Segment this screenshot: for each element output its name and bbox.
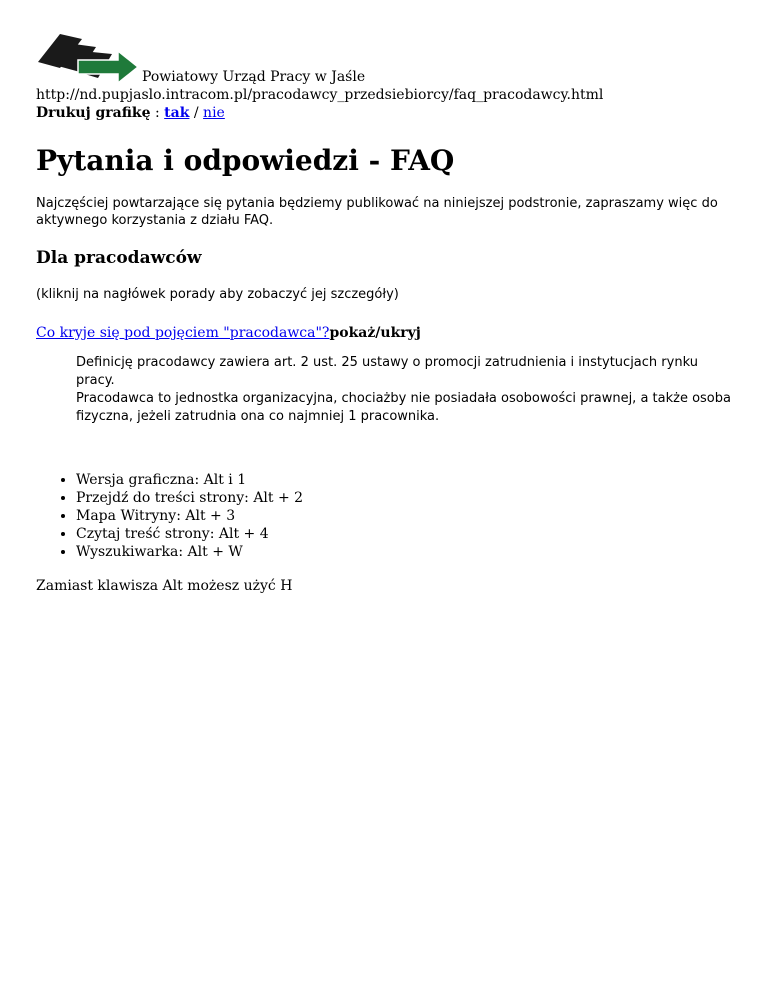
faq-toggle[interactable]: pokaż/ukryj — [329, 325, 421, 341]
print-divider: / — [193, 105, 199, 121]
faq-question-link[interactable]: Co kryje się pod pojęciem "pracodawca"? — [36, 325, 330, 341]
faq-answer-paragraph-2: Pracodawca to jednostka organizacyjna, chociażby nie posiadała osobowości prawnej, a także osoba fizyczna, jeżeli zatrudnia ona co najmniej 1 pracownika. — [76, 391, 731, 424]
pup-jaslo-logo-icon[interactable] — [36, 34, 140, 85]
print-graphics-yes-link[interactable] — [164, 105, 189, 121]
print-separator: : — [155, 105, 160, 121]
header — [36, 0, 732, 122]
print-graphics-line — [36, 104, 732, 122]
shortcut-item: • Mapa Witryny: Alt + 3 — [76, 507, 732, 525]
faq-question-row — [36, 325, 732, 342]
page-url: http://nd.pupjaslo.intracom.pl/pracodawcy_przedsiebiorcy/faq_pracodawcy.html — [36, 87, 604, 103]
faq-answer — [76, 354, 732, 426]
faq-answer-paragraph-1: Definicję pracodawcy zawiera art. 2 ust. 25 ustawy o promocji zatrudnienia i instytucjach rynku pracy. — [76, 355, 698, 388]
print-graphics-no-link[interactable]: nie — [203, 105, 225, 121]
print-yes-label: tak — [164, 105, 190, 121]
site-name: Powiatowy Urząd Pracy w Jaśle — [142, 69, 366, 85]
shortcut-item: • Czytaj treść strony: Alt + 4 — [76, 525, 732, 543]
logo-line — [36, 34, 732, 85]
keyboard-shortcuts-list — [36, 471, 732, 561]
shortcut-item: • Wyszukiwarka: Alt + W — [76, 543, 732, 561]
hint-text: (kliknij na nagłówek porady aby zobaczyć jej szczegóły) — [36, 287, 399, 302]
section-title: Dla pracodawców — [36, 248, 202, 268]
print-graphics-label: Drukuj grafikę — [36, 105, 151, 121]
alt-key-note: Zamiast klawisza Alt możesz użyć H — [36, 578, 293, 594]
shortcut-item: • Przejdź do treści strony: Alt + 2 — [76, 489, 732, 507]
page-title: Pytania i odpowiedzi - FAQ — [36, 144, 455, 177]
intro-text: Najczęściej powtarzające się pytania będziemy publikować na niniejszej podstronie, zapraszamy więc do aktywnego korzystania z działu FAQ. — [36, 196, 718, 228]
shortcut-item: • Wersja graficzna: Alt i 1 — [76, 471, 732, 489]
